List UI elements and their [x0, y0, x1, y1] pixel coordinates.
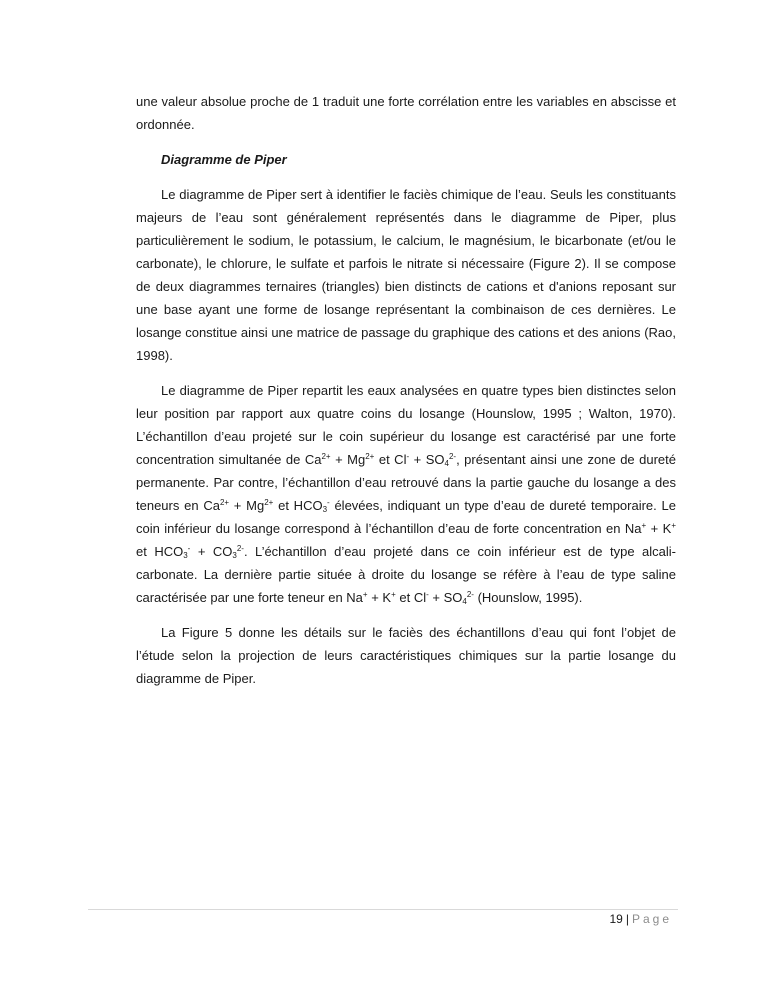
footer-divider	[88, 909, 678, 910]
figure-reference-paragraph: La Figure 5 donne les détails sur le faciès des échantillons d’eau qui font l’objet de l’étude selon la projection de leurs caractéristiques chimiques sur la partie losange du diagramme de Piper.	[136, 625, 676, 686]
page-number: 19	[609, 912, 623, 926]
piper-classification-paragraph: Le diagramme de Piper repartit les eaux analysées en quatre types bien distinctes selon leur position par rapport aux quatre coins du losange (Hounslow, 1995 ; Walton, 1970). L’échantillon d’eau projeté sur le coin supérieur du losange est caractérisé par une forte concentration simultanée de $Ca^{2+} + Mg^{2+}$ et $Cl^- + SO_4^{2-}$, présentant ainsi une zone de dureté permanente. Par contre, l’échantillon d’eau retrouvé dans la partie gauche du losange a des teneurs en $Ca^{2+} + Mg^{2+}$ et $HCO_3^-$ élevées, indiquant un type d’eau de dureté temporaire. Le coin inférieur du losange correspond à l’échantillon d’eau de forte concentration en Na+ + K+ et $HCO_3^- + CO_3^{2-}$. L’échantillon d’eau projeté dans ce coin inférieur est de type alcali-carbonate. La dernière partie située à droite du losange se réfère à l’eau de type saline caractérisée par une forte teneur en Na+ + K+ et $Cl^- + SO_4^{2-}$ (Hounslow, 1995).	[136, 383, 676, 606]
page-body	[136, 90, 676, 690]
page-label: Page	[631, 912, 672, 926]
intro-paragraph: une valeur absolue proche de 1 traduit une forte corrélation entre les variables en abscisse et ordonnée.	[136, 94, 676, 132]
footer-separator: |	[625, 912, 629, 926]
page-footer	[609, 912, 672, 926]
section-heading: Diagramme de Piper	[161, 152, 287, 167]
piper-definition-paragraph: Le diagramme de Piper sert à identifier le faciès chimique de l’eau. Seuls les constituants majeurs de l’eau sont généralement représentés dans le diagramme de Piper, plus particulièrement le sodium, le potassium, le calcium, le magnésium, le bicarbonate (et/ou le carbonate), le chlorure, le sulfate et parfois le nitrate si nécessaire (Figure 2). Il se compose de deux diagrammes ternaires (triangles) bien distincts de cations et d'anions reposant sur une base ayant une forme de losange représentant la combinaison de ces dernières. Le losange constitue ainsi une matrice de passage du graphique des cations et des anions (Rao, 1998).	[136, 187, 676, 363]
